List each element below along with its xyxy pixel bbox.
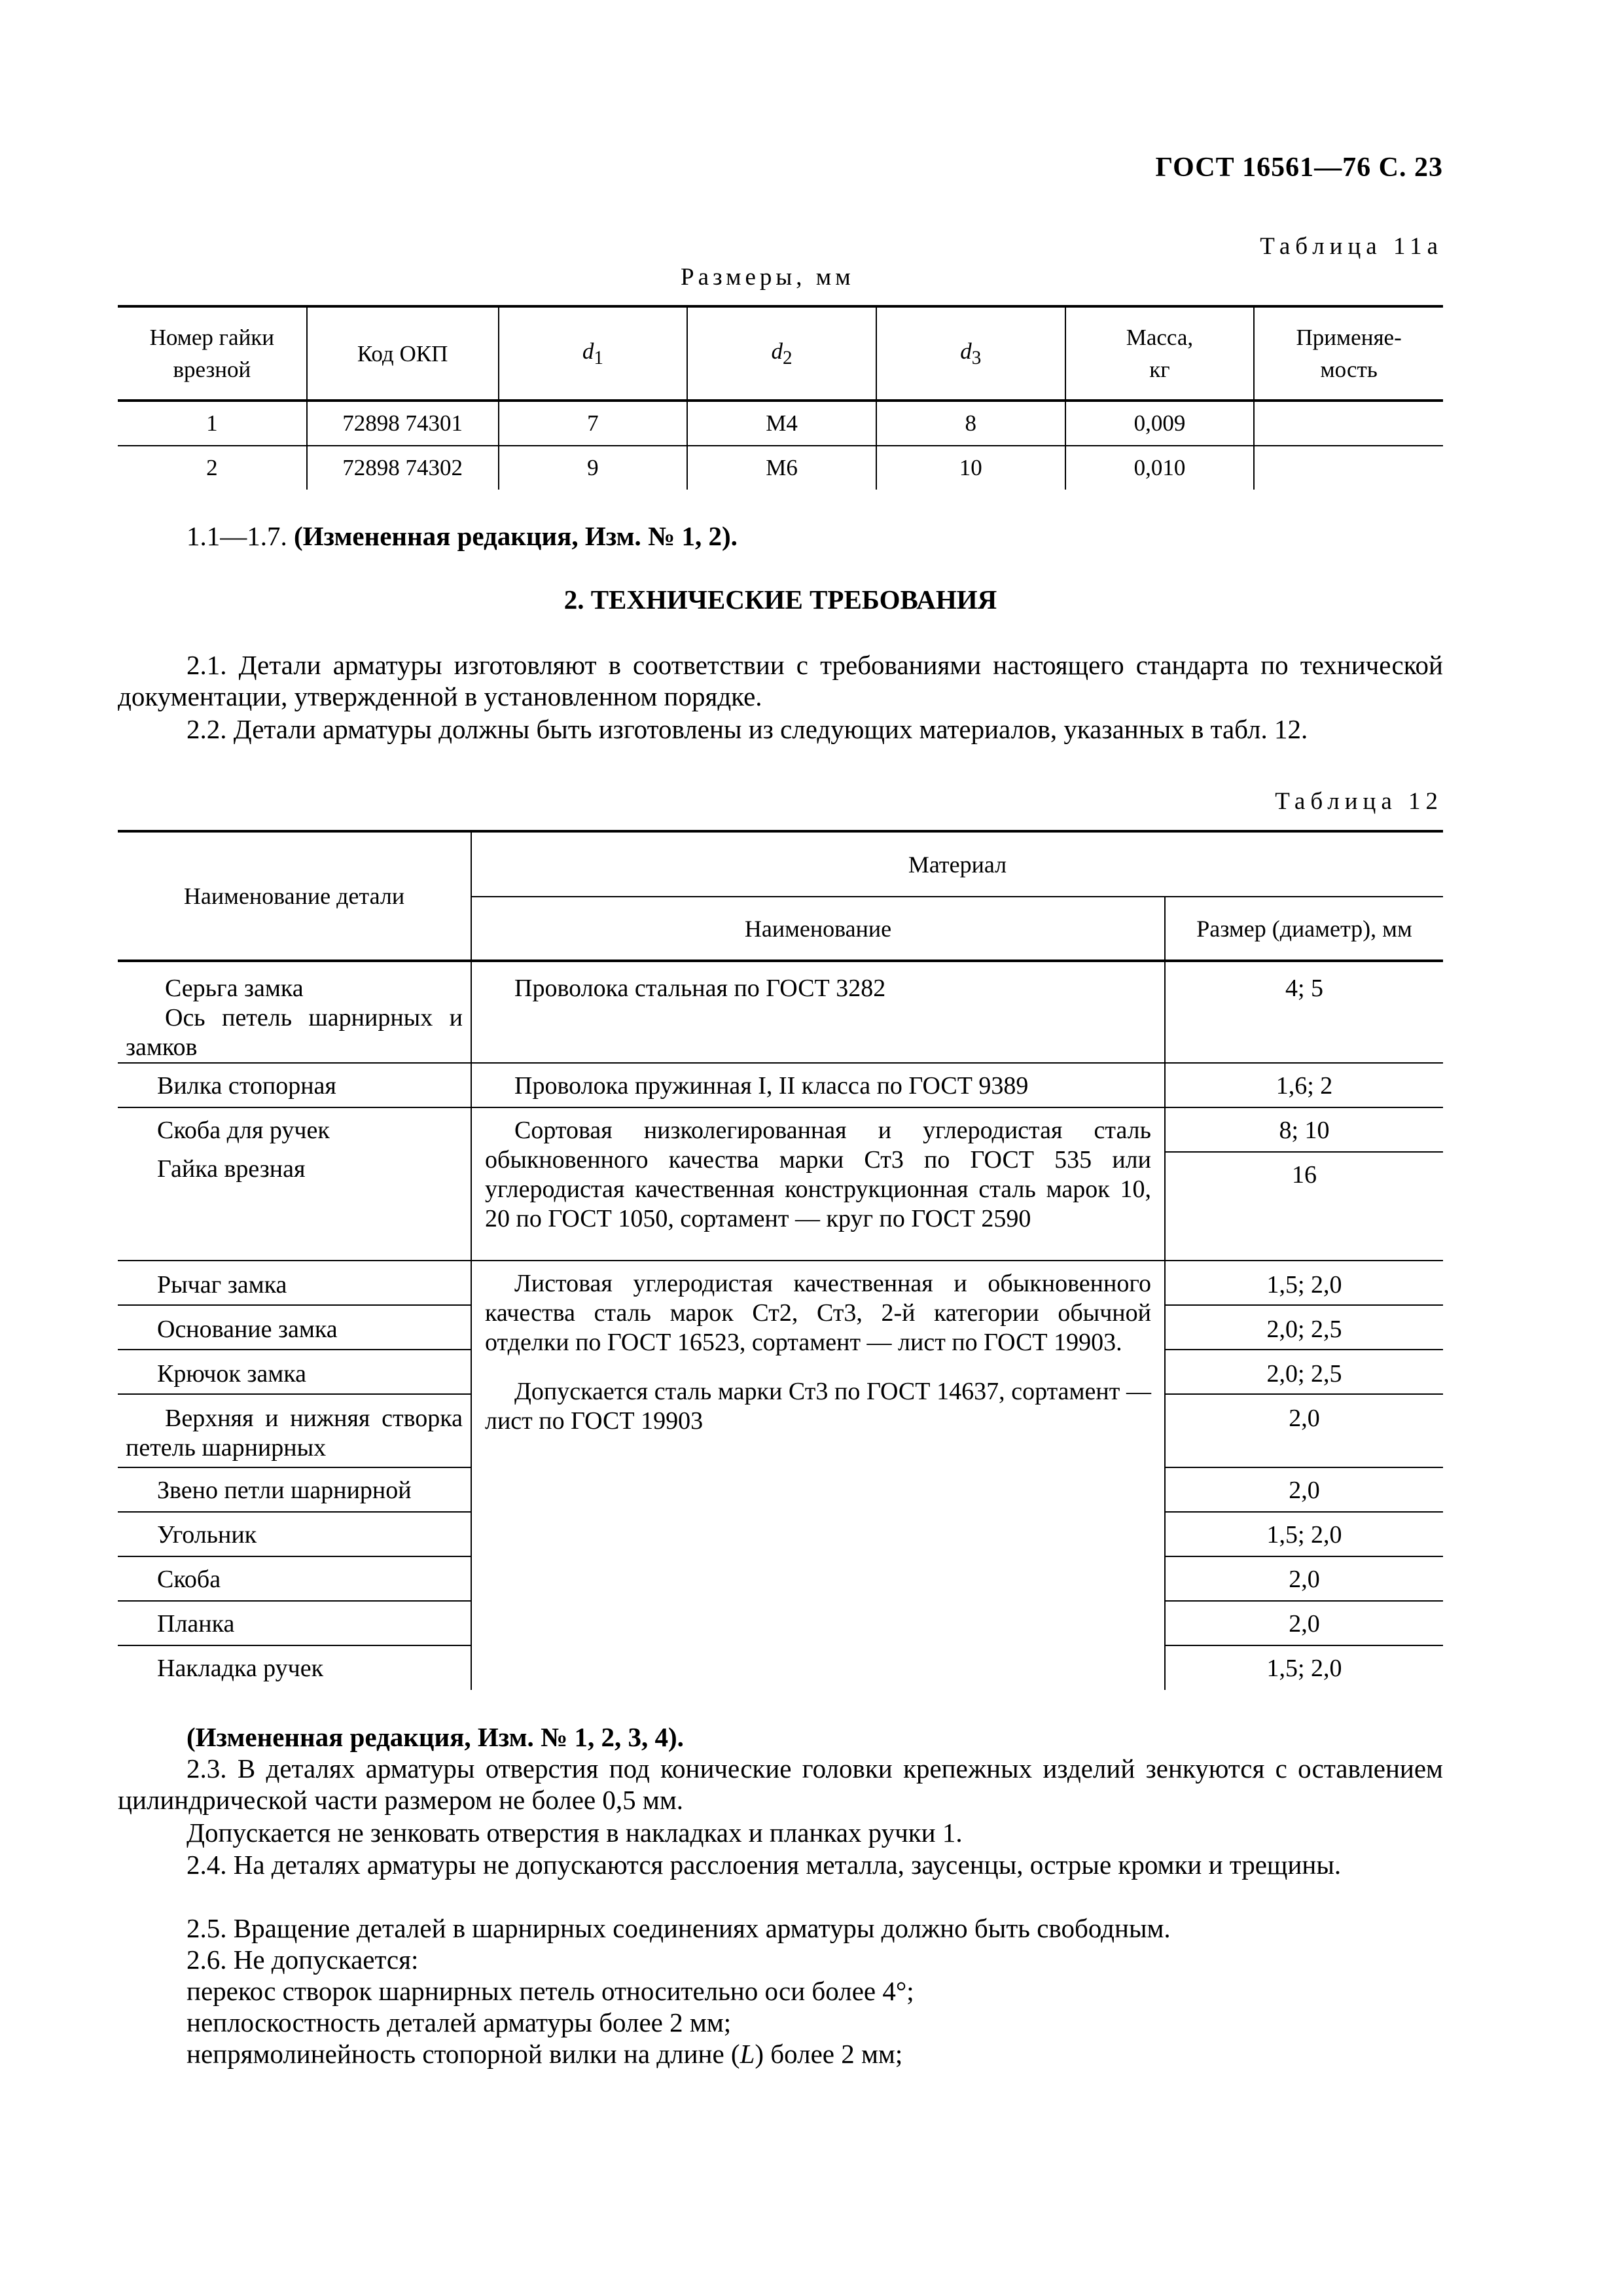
part-name: Гайка врезная <box>118 1152 471 1261</box>
size-cell: 1,5; 2,0 <box>1165 1645 1443 1690</box>
header-size: Размер (диаметр), мм <box>1165 897 1443 961</box>
paragraph-2-3-b: Допускается не зенковать отверстия в накладках и планках ручки 1. <box>187 1818 963 1848</box>
size-cell: 16 <box>1165 1152 1443 1261</box>
note-amended-1: 1.1—1.7. (Измененная редакция, Изм. № 1, 2). <box>187 521 738 551</box>
size-cell: 1,5; 2,0 <box>1165 1261 1443 1305</box>
part-name: Серьга замка <box>165 975 304 1002</box>
header-d2: $d_2$ <box>687 306 876 401</box>
size-cell: 2,0 <box>1165 1601 1443 1645</box>
cell: М4 <box>687 401 876 446</box>
cell: М6 <box>687 446 876 490</box>
table-11a-subcaption: Размеры, мм <box>681 264 855 291</box>
paragraph-2-6-c: непрямолинейность стопорной вилки на длине (L) более 2 мм; <box>187 2039 903 2069</box>
header-applicability: Применяе- мость <box>1254 306 1443 401</box>
page-header: ГОСТ 16561—76 С. 23 <box>1155 152 1443 183</box>
section-2-heading: 2. ТЕХНИЧЕСКИЕ ТРЕБОВАНИЯ <box>563 584 997 615</box>
size-cell: 2,0; 2,5 <box>1165 1350 1443 1394</box>
header-okp-code: Код ОКП <box>307 306 499 401</box>
size-cell: 2,0 <box>1165 1394 1443 1467</box>
table-12 <box>118 830 1443 1690</box>
paragraph-2-6-a: перекос створок шарнирных петель относительно оси более 4°; <box>187 1976 914 2006</box>
part-name-cell <box>118 961 471 1063</box>
table-row <box>118 401 1443 446</box>
part-name: Скоба для ручек <box>118 1107 471 1152</box>
paragraph-2-6-b: неплоскостность деталей арматуры более 2 мм; <box>187 2007 732 2037</box>
cell: 9 <box>499 446 688 490</box>
cell: 0,009 <box>1065 401 1255 446</box>
paragraph-2-5: 2.5. Вращение деталей в шарнирных соединениях арматуры должно быть свободным. <box>187 1913 1171 1943</box>
material-cell: Сортовая низколегированная и углеродистая сталь обыкновенного качества марки Ст3 по ГОСТ 535 или углеродистая качественная конструкционная сталь марок 10, 20 по ГОСТ 1050, сортамент — круг по ГОСТ 2590 <box>471 1107 1165 1261</box>
cell: 72898 74301 <box>307 401 499 446</box>
header-d3: $d_3$ <box>876 306 1065 401</box>
cell: 8 <box>876 401 1065 446</box>
table-header-row <box>118 306 1443 401</box>
part-name: Планка <box>118 1601 471 1645</box>
cell: 10 <box>876 446 1065 490</box>
material-cell: Проволока стальная по ГОСТ 3282 <box>471 961 1165 1063</box>
cell <box>1254 401 1443 446</box>
part-name: Крючок замка <box>118 1350 471 1394</box>
material-cell <box>471 1261 1165 1690</box>
size-cell: 4; 5 <box>1285 975 1324 1002</box>
header-nut-number: Номер гайки врезной <box>118 306 307 401</box>
cell <box>1254 446 1443 490</box>
size-cell: 1,5; 2,0 <box>1165 1512 1443 1556</box>
part-name: Верхняя и нижняя створка петель шарнирных <box>118 1394 471 1467</box>
header-part-name: Наименование детали <box>118 831 471 961</box>
cell: 72898 74302 <box>307 446 499 490</box>
cell: 1 <box>118 401 307 446</box>
part-name: Накладка ручек <box>118 1645 471 1690</box>
header-mass: Масса, кг <box>1065 306 1255 401</box>
part-name: Ось петель шарнирных и замков <box>126 1004 463 1061</box>
part-name: Угольник <box>118 1512 471 1556</box>
size-cell: 8; 10 <box>1165 1107 1443 1152</box>
cell: 2 <box>118 446 307 490</box>
table-11a <box>118 305 1443 490</box>
material-text: Листовая углеродистая качественная и обыкновенного качества сталь марок Ст2, Ст3, 2-й категории обычной отделки по ГОСТ 16523, сортамент — лист по ГОСТ 19903. <box>485 1270 1151 1356</box>
header-d1: $d_1$ <box>499 306 688 401</box>
part-name: Основание замка <box>118 1305 471 1350</box>
size-cell: 2,0 <box>1165 1467 1443 1512</box>
paragraph-2-6: 2.6. Не допускается: <box>187 1945 419 1975</box>
part-name: Вилка стопорная <box>118 1063 471 1107</box>
cell: 7 <box>499 401 688 446</box>
table-11a-caption: Таблица 11а <box>1260 233 1443 260</box>
table-12-caption: Таблица 12 <box>1275 788 1443 815</box>
paragraph-2-3: 2.3. В деталях арматуры отверстия под конические головки крепежных изделий зенкуются с оставлением цилиндрической части размером не более 0,5 мм. <box>118 1753 1443 1815</box>
part-name: Рычаг замка <box>118 1261 471 1305</box>
header-material: Материал <box>471 831 1443 897</box>
cell: 0,010 <box>1065 446 1255 490</box>
size-cell: 1,6; 2 <box>1165 1063 1443 1107</box>
size-cell: 2,0; 2,5 <box>1165 1305 1443 1350</box>
material-text: Допускается сталь марки Ст3 по ГОСТ 14637, сортамент — лист по ГОСТ 19903 <box>485 1378 1151 1435</box>
paragraph-2-2: 2.2. Детали арматуры должны быть изготовлены из следующих материалов, указанных в табл. 12. <box>187 714 1308 744</box>
header-material-name: Наименование <box>471 897 1165 961</box>
table-row <box>118 446 1443 490</box>
material-cell: Проволока пружинная I, II класса по ГОСТ 9389 <box>471 1063 1165 1107</box>
part-name: Звено петли шарнирной <box>118 1467 471 1512</box>
paragraph-2-4: 2.4. На деталях арматуры не допускаются расслоения металла, заусенцы, острые кромки и трещины. <box>187 1850 1342 1880</box>
paragraph-2-1: 2.1. Детали арматуры изготовляют в соответствии с требованиями настоящего стандарта по технической документации, утвержденной в установленном порядке. <box>118 650 1443 711</box>
note-amended-2: (Измененная редакция, Изм. № 1, 2, 3, 4). <box>187 1722 684 1752</box>
size-cell: 2,0 <box>1165 1556 1443 1601</box>
part-name: Скоба <box>118 1556 471 1601</box>
